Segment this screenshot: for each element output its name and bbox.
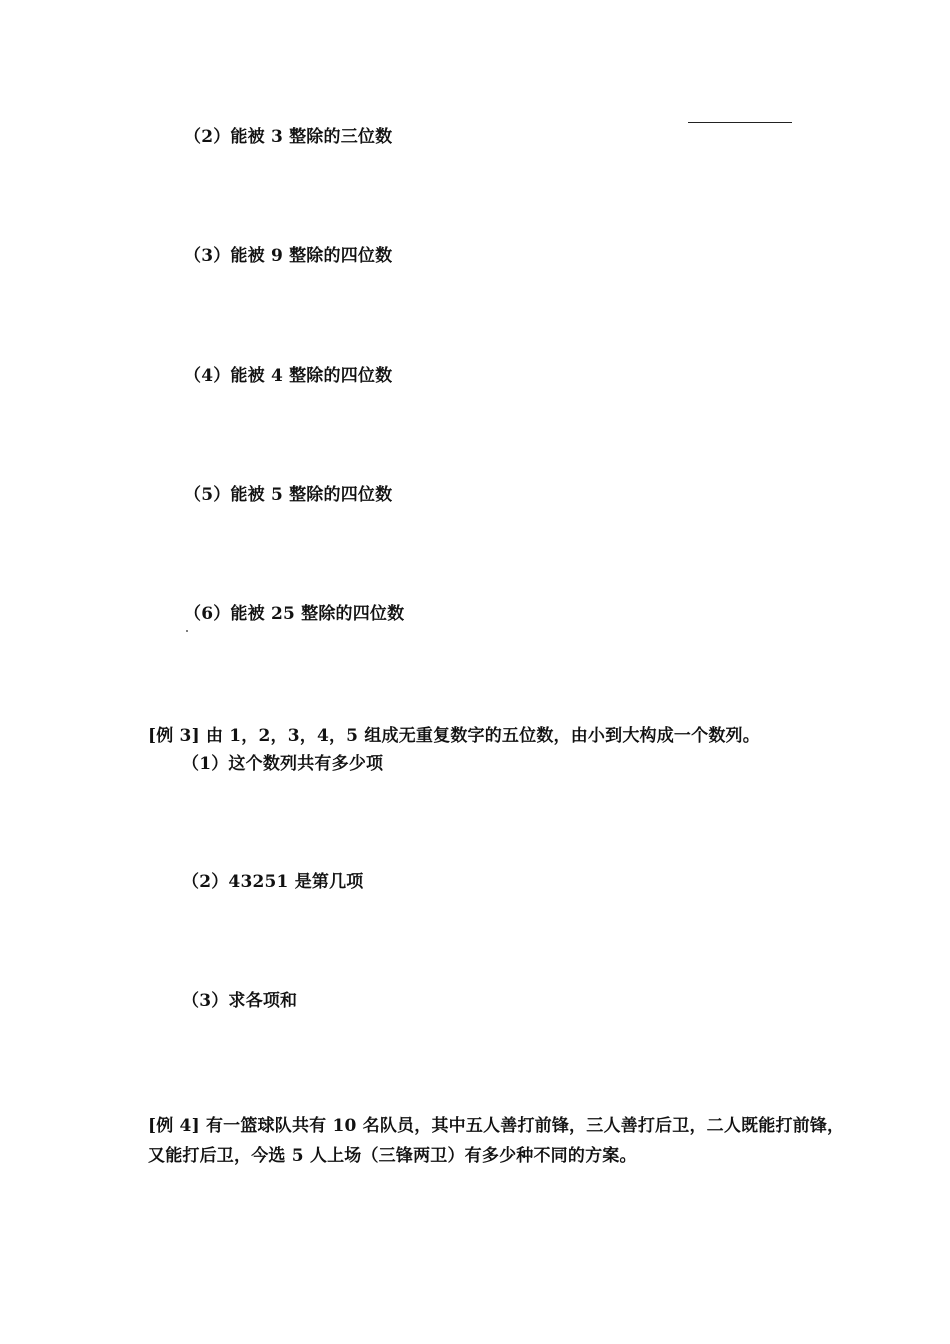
question-4-line: （4）能被 4 整除的四位数 <box>184 366 393 386</box>
example-4-line-2: 又能打后卫，今选 5 人上场（三锋两卫）有多少种不同的方案。 <box>148 1146 637 1166</box>
example-3-question-3: （3）求各项和 <box>182 991 298 1011</box>
question-5-line: （5）能被 5 整除的四位数 <box>184 485 393 505</box>
question-2-line: （2）能被 3 整除的三位数 <box>184 127 393 147</box>
example-3-title: [例 3] 由 1，2，3，4，5 组成无重复数字的五位数，由小到大构成一个数列。 <box>148 726 760 746</box>
header-rule <box>688 122 792 123</box>
example-3-question-1: （1）这个数列共有多少项 <box>182 754 384 774</box>
scan-speck <box>186 630 188 632</box>
example-3-question-2: （2）43251 是第几项 <box>182 872 364 892</box>
question-6-line: （6）能被 25 整除的四位数 <box>184 604 405 624</box>
question-3-line: （3）能被 9 整除的四位数 <box>184 246 393 266</box>
example-4-line-1: [例 4] 有一篮球队共有 10 名队员，其中五人善打前锋，三人善打后卫，二人既能打前锋， <box>148 1116 845 1136</box>
